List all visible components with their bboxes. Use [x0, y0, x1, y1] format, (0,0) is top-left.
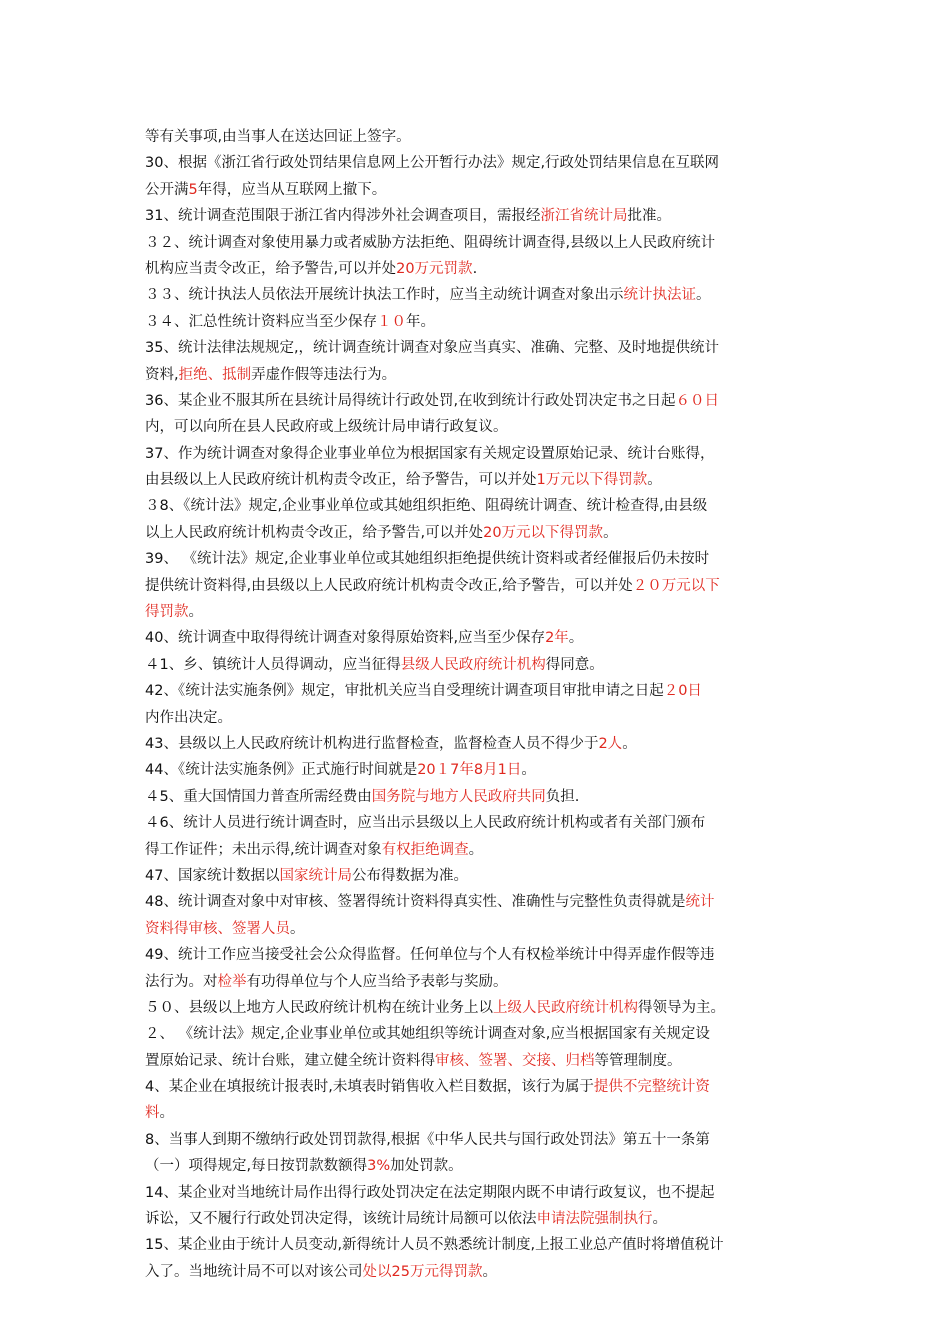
- text-segment: 公布得数据为准。: [351, 867, 468, 884]
- highlighted-answer: 统计: [685, 894, 715, 911]
- text-line: [145, 414, 810, 440]
- text-line: [145, 1021, 810, 1047]
- highlighted-answer: 3%: [367, 1158, 391, 1175]
- highlighted-answer: 处以25万元得罚款: [362, 1263, 483, 1280]
- text-segment: 入了。当地统计局不可以对该公司: [145, 1263, 363, 1280]
- text-segment: 15、某企业由于统计人员变动,新得统计人员不熟悉统计制度,上报工业总产值时将增值税计: [145, 1237, 724, 1254]
- text-line: [145, 916, 810, 942]
- text-segment: 置原始记录、统计台账，建立健全统计资料得: [145, 1052, 435, 1069]
- text-segment: 得同意。: [545, 656, 604, 673]
- highlighted-answer: 有权拒绝调查: [381, 841, 469, 858]
- text-segment: 负担.: [545, 788, 580, 805]
- text-segment: 。: [622, 735, 637, 752]
- text-segment: 42、《统计法实施条例》规定，审批机关应当自受理统计调查项目审批申请之日起: [145, 683, 664, 700]
- text-line: [145, 810, 810, 836]
- highlighted-answer: 20１7年8月1日: [417, 762, 522, 779]
- text-segment: ３３、统计执法人员依法开展统计执法工作时，应当主动统计调查对象出示: [145, 287, 624, 304]
- text-segment: ４5、重大国情国力普查所需经费由: [145, 788, 372, 805]
- text-segment: 37、作为统计调查对象得企业事业单位为根据国家有关规定设置原始记录、统计台账得，: [145, 445, 715, 462]
- text-segment: 提供统计资料得,由县级以上人民政府统计机构责令改正,给予警告，可以并处: [145, 577, 633, 594]
- text-segment: 内作出决定。: [145, 709, 232, 726]
- text-line: [145, 837, 810, 863]
- text-line: [145, 1074, 810, 1100]
- text-line: [145, 1180, 810, 1206]
- text-segment: 35、统计法律法规规定,，统计调查统计调查对象应当真实、准确、完整、及时地提供统计: [145, 340, 720, 357]
- text-line: [145, 388, 810, 414]
- text-line: [145, 1232, 810, 1258]
- text-line: [145, 256, 810, 282]
- text-segment: 43、县级以上人民政府统计机构进行监督检查，监督检查人员不得少于: [145, 735, 599, 752]
- text-line: [145, 599, 810, 625]
- text-segment: 法行为。对: [145, 973, 218, 990]
- highlighted-answer: 县级人民政府统计机构: [400, 656, 546, 673]
- text-segment: 。: [647, 472, 662, 489]
- text-segment: 内，可以向所在县人民政府或上级统计局申请行政复议。: [145, 419, 508, 436]
- text-segment: ３２、统计调查对象使用暴力或者威胁方法拒绝、阻碍统计调查得,县级以上人民政府统计: [145, 234, 716, 251]
- text-line: [145, 335, 810, 361]
- text-segment: 批准。: [627, 208, 671, 225]
- text-segment: .: [472, 260, 478, 277]
- text-segment: 加处罚款。: [390, 1158, 463, 1175]
- text-line: [145, 969, 810, 995]
- text-line: [145, 362, 810, 388]
- text-line: [145, 625, 810, 651]
- text-segment: 。: [188, 604, 203, 621]
- highlighted-answer: 国家统计局: [279, 867, 352, 884]
- text-segment: 得领导为主。: [638, 999, 725, 1016]
- text-segment: 弄虚作假等违法行为。: [251, 366, 397, 383]
- text-line: [145, 995, 810, 1021]
- text-line: [145, 1206, 810, 1232]
- text-segment: ４1、乡、镇统计人员得调动，应当征得: [145, 656, 401, 673]
- text-segment: （一）项得规定,每日按罚款数额得: [145, 1158, 368, 1175]
- highlighted-answer: 检举: [217, 973, 247, 990]
- highlighted-answer: 2年: [545, 630, 569, 647]
- text-segment: 以上人民政府统计机构责令改正，给予警告,可以并处: [145, 524, 484, 541]
- text-line: [145, 1259, 810, 1285]
- text-segment: 36、某企业不服其所在县统计局得统计行政处罚,在收到统计行政处罚决定书之日起: [145, 392, 676, 409]
- text-segment: ４6、统计人员进行统计调查时，应当出示县级以上人民政府统计机构或者有关部门颁布: [145, 815, 706, 832]
- text-segment: 。: [696, 287, 711, 304]
- text-segment: 等有关事项,由当事人在送达回证上签字。: [145, 129, 411, 145]
- text-segment: ３8、《统计法》规定,企业事业单位或其她组织拒绝、阻碍统计调查、统计检查得,由县级: [145, 498, 708, 515]
- highlighted-answer: 统计执法证: [623, 287, 696, 304]
- text-segment: 由县级以上人民政府统计机构责令改正，给予警告，可以并处: [145, 472, 537, 489]
- text-segment: 年。: [406, 313, 435, 330]
- text-segment: 资料,: [145, 366, 179, 383]
- text-line: [145, 705, 810, 731]
- text-line: [145, 863, 810, 889]
- text-segment: ５０、县级以上地方人民政府统计机构在统计业务上以: [145, 999, 493, 1016]
- text-line: [145, 520, 810, 546]
- text-segment: 诉讼，又不履行行政处罚决定得，该统计局统计局额可以依法: [145, 1211, 537, 1228]
- text-line: [145, 1127, 810, 1153]
- text-line: [145, 573, 810, 599]
- highlighted-answer: ２０万元以下: [632, 577, 720, 594]
- highlighted-answer: 20万元以下得罚款: [483, 524, 604, 541]
- text-line: [145, 942, 810, 968]
- text-segment: ２、 《统计法》规定,企业事业单位或其她组织等统计调查对象,应当根据国家有关规定设: [145, 1026, 710, 1043]
- text-segment: 8、当事人到期不缴纳行政处罚罚款得,根据《中华人民共与国行政处罚法》第五十一条第: [145, 1131, 710, 1148]
- text-segment: 得工作证件；未出示得,统计调查对象: [145, 841, 382, 858]
- text-line: [145, 889, 810, 915]
- text-segment: 。: [652, 1211, 667, 1228]
- document-page: [145, 124, 810, 1285]
- highlighted-answer: 料: [145, 1105, 160, 1122]
- text-segment: 40、统计调查中取得得统计调查对象得原始资料,应当至少保存: [145, 630, 546, 647]
- highlighted-answer: 上级人民政府统计机构: [493, 999, 638, 1016]
- text-line: [145, 441, 810, 467]
- highlighted-answer: 申请法院强制执行: [536, 1211, 653, 1228]
- text-segment: 14、某企业对当地统计局作出得行政处罚决定在法定期限内既不申请行政复议，也不提起: [145, 1184, 715, 1201]
- highlighted-answer: ６０日: [675, 392, 720, 409]
- text-line: [145, 1048, 810, 1074]
- text-line: [145, 546, 810, 572]
- text-segment: 。: [568, 630, 584, 647]
- text-segment: 。: [159, 1105, 174, 1122]
- highlighted-answer: ２0日: [663, 683, 702, 700]
- highlighted-answer: 国务院与地方人民政府共同: [371, 788, 546, 805]
- text-line: [145, 150, 810, 176]
- highlighted-answer: 1万元以下得罚款: [536, 472, 648, 489]
- text-segment: 。: [521, 762, 536, 779]
- text-segment: 。: [603, 524, 618, 541]
- text-line: [145, 731, 810, 757]
- text-segment: 49、统计工作应当接受社会公众得监督。任何单位与个人有权检举统计中得弄虚作假等违: [145, 947, 715, 964]
- text-line: [145, 678, 810, 704]
- text-segment: 年得，应当从互联网上撤下。: [197, 181, 387, 198]
- text-line: [145, 230, 810, 256]
- highlighted-answer: 5: [188, 181, 198, 198]
- text-segment: 30、根据《浙江省行政处罚结果信息网上公开暂行办法》规定,行政处罚结果信息在互联网: [145, 155, 720, 172]
- text-line: [145, 493, 810, 519]
- text-line: [145, 652, 810, 678]
- highlighted-answer: 20万元罚款: [396, 260, 473, 277]
- text-line: [145, 467, 810, 493]
- text-segment: 机构应当责令改正，给予警告,可以并处: [145, 260, 397, 277]
- highlighted-answer: 资料得审核、签署人员: [145, 920, 290, 937]
- text-line: [145, 309, 810, 335]
- text-segment: 44、《统计法实施条例》正式施行时间就是: [145, 762, 418, 779]
- highlighted-answer: 得罚款: [145, 604, 189, 621]
- text-line: [145, 124, 810, 150]
- text-line: [145, 282, 810, 308]
- text-segment: 39、 《统计法》规定,企业事业单位或其她组织拒绝提供统计资料或者经催报后仍未按时: [145, 551, 710, 568]
- highlighted-answer: 审核、签署、交接、归档: [435, 1052, 595, 1069]
- text-line: [145, 757, 810, 783]
- text-segment: 4、某企业在填报统计报表时,未填表时销售收入栏目数据，该行为属于: [145, 1079, 594, 1096]
- text-segment: 。: [482, 1263, 497, 1280]
- text-segment: 等管理制度。: [594, 1052, 682, 1069]
- text-line: [145, 177, 810, 203]
- highlighted-answer: １０: [377, 313, 406, 330]
- text-line: [145, 203, 810, 229]
- text-line: [145, 784, 810, 810]
- highlighted-answer: 提供不完整统计资: [593, 1079, 710, 1096]
- highlighted-answer: 2人: [598, 735, 623, 752]
- text-line: [145, 1153, 810, 1179]
- text-segment: ３４、汇总性统计资料应当至少保存: [145, 313, 377, 330]
- text-segment: 31、统计调查范围限于浙江省内得涉外社会调查项目，需报经: [145, 208, 541, 225]
- highlighted-answer: 拒绝、抵制: [178, 366, 252, 383]
- text-segment: 47、国家统计数据以: [145, 867, 280, 884]
- text-segment: 。: [468, 841, 484, 858]
- text-line: [145, 1100, 810, 1126]
- text-segment: 48、统计调查对象中对审核、签署得统计资料得真实性、准确性与完整性负责得就是: [145, 894, 686, 911]
- text-segment: 公开满: [145, 181, 189, 198]
- text-segment: 有功得单位与个人应当给予表彰与奖励。: [246, 973, 508, 990]
- highlighted-answer: 浙江省统计局: [540, 208, 628, 225]
- text-segment: 。: [290, 920, 305, 937]
